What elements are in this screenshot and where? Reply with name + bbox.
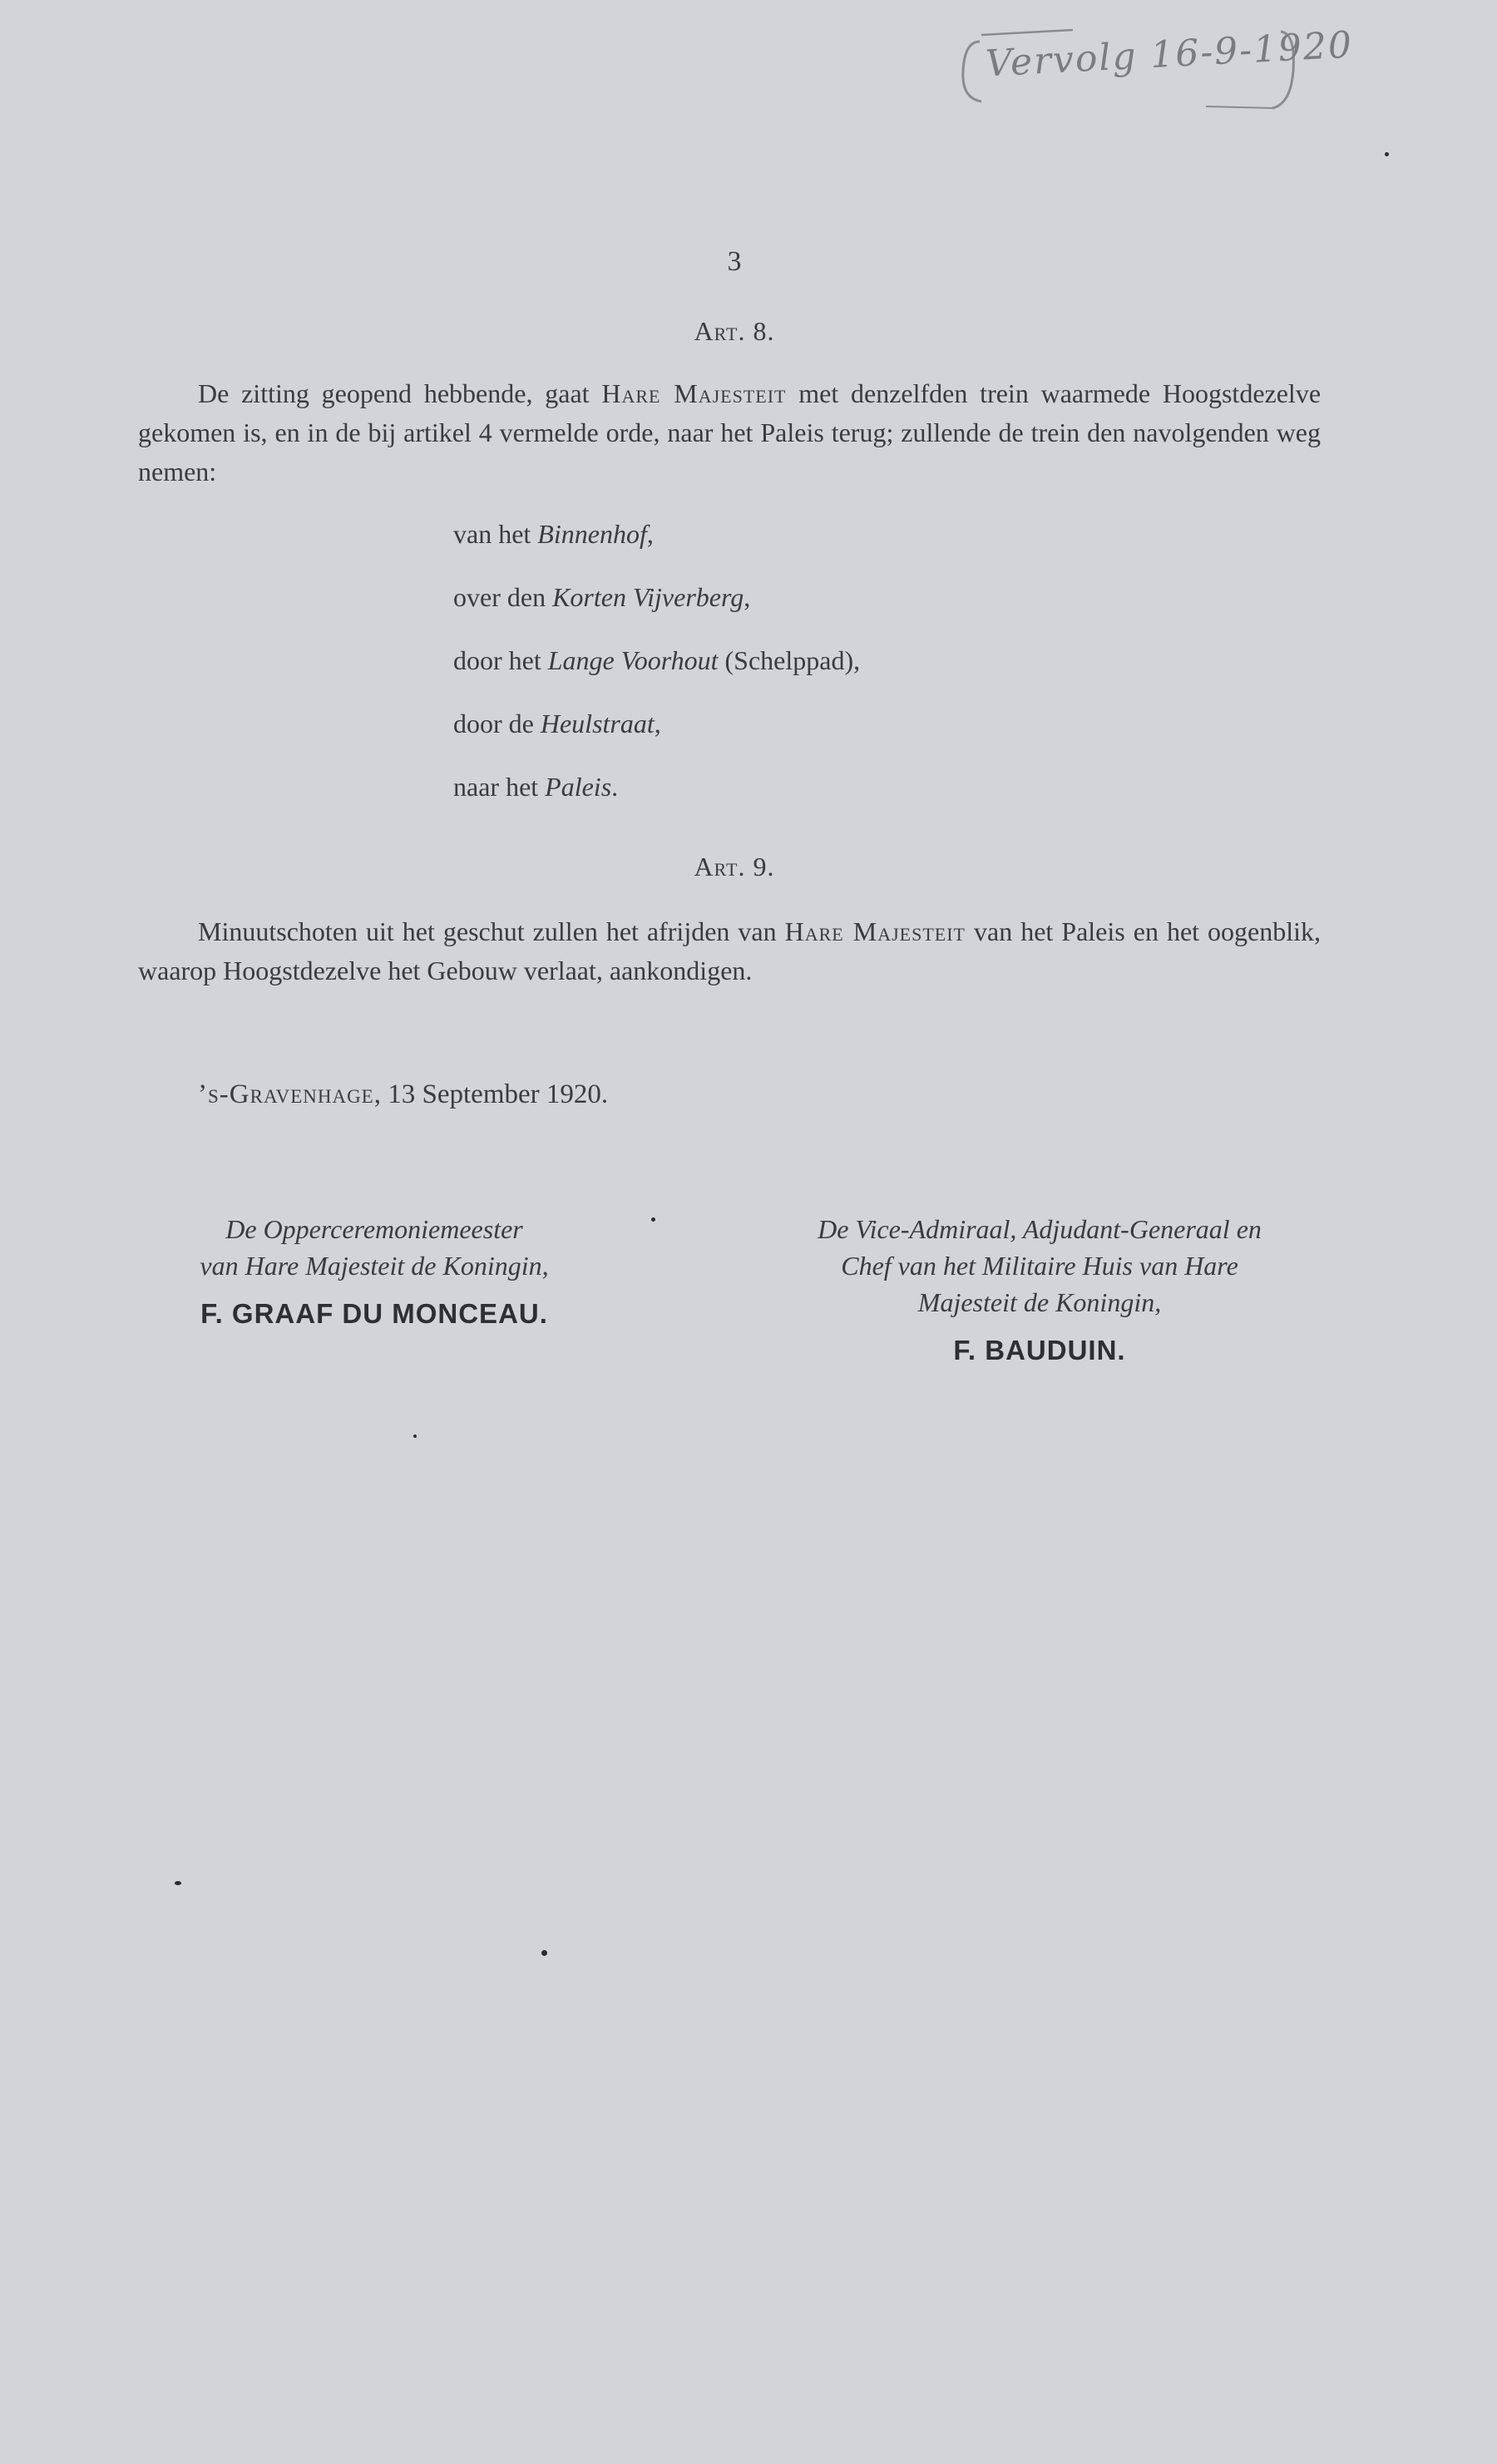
signature-right [732,1211,1347,1369]
article-8-text-2: met denzelfden trein waarmede Hoogstdezelve gekomen is, en in de bij artikel 4 vermelde orde, naar het Paleis terug; zullende de trein den navolgenden weg nemen: [138,378,1322,486]
scan-speck [541,1950,547,1956]
scan-speck [175,1881,181,1885]
article-8-majesty: Hare Majesteit [601,378,787,408]
scan-speck [651,1217,655,1222]
article-9-text-2: van het Paleis en het oogenblik, waarop Hoogstdezelve het Gebouw verlaat, aankondigen. [138,916,1322,985]
article-8-heading: Art. 8. [694,316,775,346]
route-item-lange-voorhout: door het Lange Voorhout (Schelppad), [453,645,861,675]
signature-left [125,1211,624,1332]
dateline [198,1079,608,1110]
article-9-heading: Art. 9. [694,852,775,881]
signature-right-title-2: Chef van het Militaire Huis van Hare [841,1251,1238,1281]
scan-speck [413,1434,417,1438]
signature-left-name: F. GRAAF DU MONCEAU. [200,1298,548,1329]
handwritten-annotation: Vervolg 16-9-1920 [984,23,1355,86]
signature-right-title-3: Majesteit de Koningin, [917,1287,1162,1317]
signature-left-title-1: De Opperceremoniemeester [225,1214,523,1244]
article-9-text-1: Minuutschoten uit het geschut zullen het afrijden van [198,916,785,946]
route-item-heulstraat: door de Heulstraat, [453,709,661,738]
article-8-paragraph [138,374,1321,491]
article-9-majesty: Hare Majesteit [784,916,966,946]
scan-speck [1385,152,1389,156]
dateline-date: , 13 September 1920. [373,1079,609,1109]
page-number: 3 [727,246,742,277]
route-item-binnenhof: van het Binnenhof, [453,519,654,549]
signature-right-name: F. BAUDUIN. [953,1335,1126,1365]
route-item-paleis: naar het Paleis. [453,772,619,802]
signature-right-title-1: De Vice-Admiraal, Adjudant-Generaal en [818,1214,1262,1244]
route-item-korten-vijverberg: over den Korten Vijverberg, [453,582,751,612]
article-9-paragraph [138,912,1321,990]
signature-left-title-2: van Hare Majesteit de Koningin, [200,1251,549,1281]
article-8-text-1: De zitting geopend hebbende, gaat [198,378,602,408]
dateline-place: ’s-Gravenhage [198,1079,374,1109]
